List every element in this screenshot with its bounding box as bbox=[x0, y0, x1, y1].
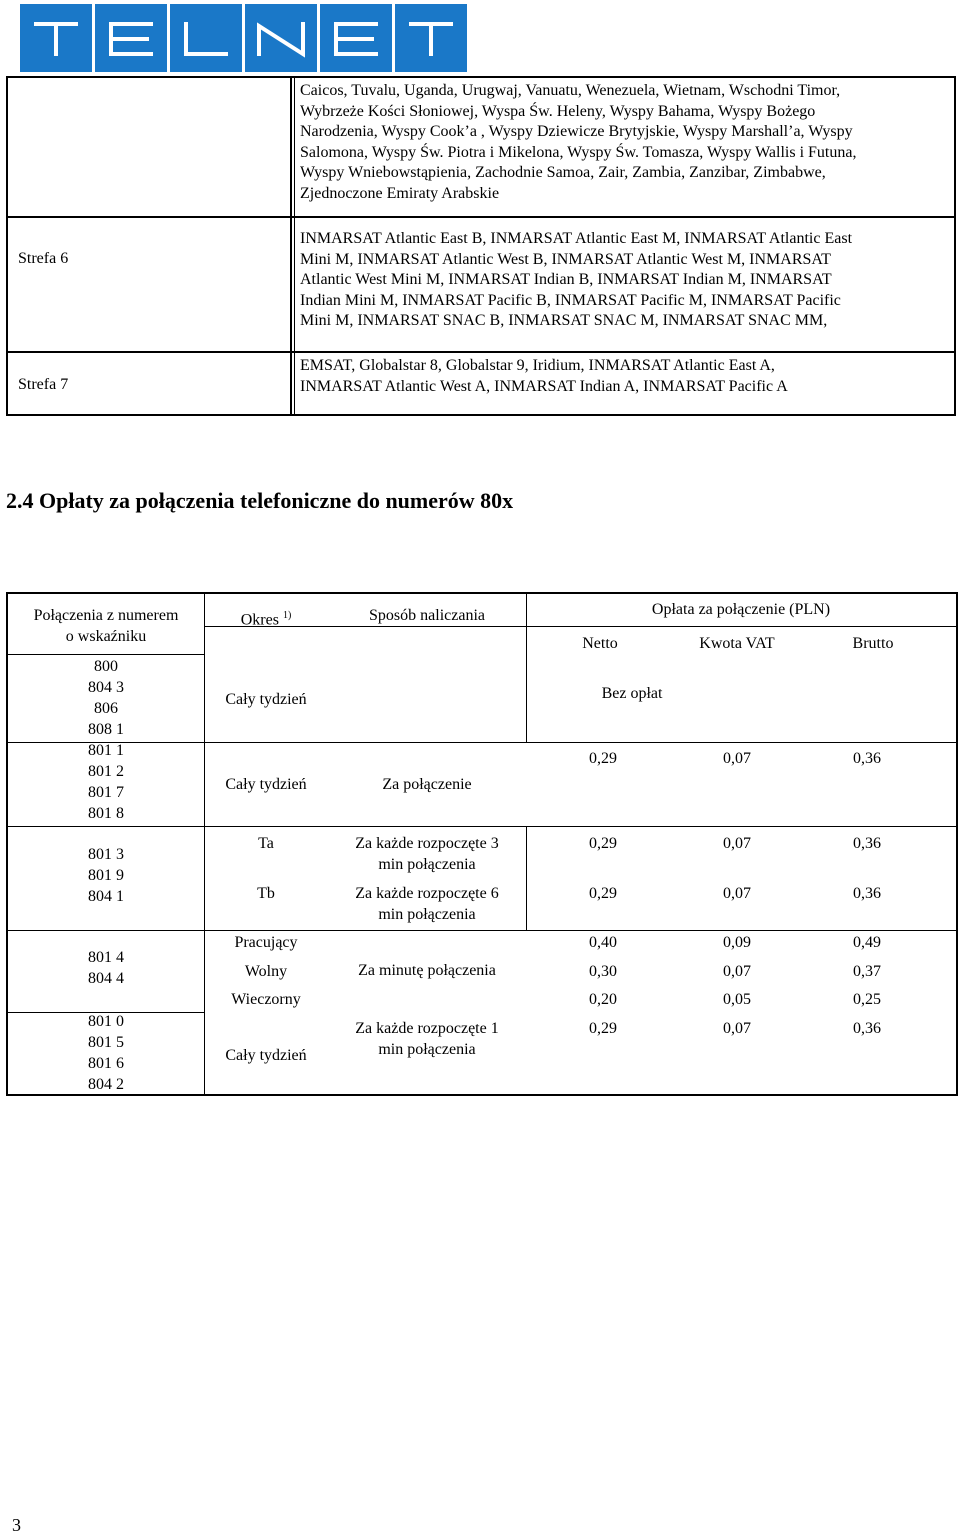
header-vat: Kwota VAT bbox=[699, 635, 775, 652]
group4-row2-brutto: 0,37 bbox=[853, 963, 881, 980]
group3-row2-netto: 0,29 bbox=[589, 885, 617, 902]
group4-row3-vat: 0,05 bbox=[723, 991, 751, 1008]
group5-okres: Cały tydzień bbox=[225, 1047, 307, 1064]
group3-row2-okres: Tb bbox=[257, 885, 275, 902]
group4-row3-netto: 0,20 bbox=[589, 991, 617, 1008]
group4-row1-brutto: 0,49 bbox=[853, 934, 881, 951]
group4-row3-okres: Wieczorny bbox=[231, 991, 301, 1008]
group1-okres: Cały tydzień bbox=[225, 691, 307, 708]
group4-row2-okres: Wolny bbox=[244, 963, 288, 980]
zone5-countries-continued: Caicos, Tuvalu, Uganda, Urugwaj, Vanuatu, Wenezuela, Wietnam, Wschodni Timor, Wybrzeże Kości Słoniowej, Wyspa Św. Heleny, Wyspy Bahama, Wyspy Bożego Narodzenia, Wyspy Cook’a , Wyspy Dziewicze Brytyjskie, Wyspy Marshall’a, Wyspy Salomona, Wyspy Św. Piotra i Mikelona, Wyspy Św. Tomasza, Wyspy Wallis i Futuna, Wyspy Wniebowstąpienia, Zachodnie Samoa, Zair, Zambia, Zanzibar, Zimbabwe, Zjednoczone Emiraty Arabskie bbox=[300, 82, 857, 202]
group4-row1-okres: Pracujący bbox=[234, 934, 298, 951]
zone7-label: Strefa 7 bbox=[18, 376, 69, 393]
logo-letter-t bbox=[20, 4, 92, 72]
group1-oplata: Bez opłat bbox=[601, 685, 663, 702]
group5-vat: 0,07 bbox=[723, 1020, 751, 1037]
logo-letter-l bbox=[170, 4, 242, 72]
header-numbers: Połączenia z numerem o wskaźniku bbox=[33, 607, 179, 645]
group4-row1-vat: 0,09 bbox=[723, 934, 751, 951]
group4-row3-brutto: 0,25 bbox=[853, 991, 881, 1008]
group2-brutto: 0,36 bbox=[853, 750, 881, 767]
header-netto: Netto bbox=[582, 635, 618, 652]
group5-netto: 0,29 bbox=[589, 1020, 617, 1037]
group2-numbers: 801 1 801 2 801 7 801 8 bbox=[88, 742, 124, 822]
logo-letter-e bbox=[95, 4, 167, 72]
group3-row1-okres: Ta bbox=[258, 835, 274, 852]
group3-row1-vat: 0,07 bbox=[723, 835, 751, 852]
group4-numbers: 801 4 804 4 bbox=[88, 949, 124, 987]
group1-numbers: 800 804 3 806 808 1 bbox=[88, 658, 124, 738]
telnet-logo bbox=[20, 4, 467, 72]
group3-row2-sposob: Za każde rozpoczęte 6 min połączenia bbox=[355, 885, 499, 923]
price-table bbox=[6, 592, 958, 1096]
group5-brutto: 0,36 bbox=[853, 1020, 881, 1037]
logo-letter-t2 bbox=[395, 4, 467, 72]
header-okres: Okres $^{1)}$ bbox=[240, 610, 292, 629]
group3-numbers: 801 3 801 9 804 1 bbox=[88, 846, 124, 905]
group3-row1-netto: 0,29 bbox=[589, 835, 617, 852]
group2-okres: Cały tydzień bbox=[225, 776, 307, 793]
zones-table bbox=[6, 76, 956, 416]
group4-row2-vat: 0,07 bbox=[723, 963, 751, 980]
header-oplata: Opłata za połączenie (PLN) bbox=[651, 601, 831, 618]
group3-row1-brutto: 0,36 bbox=[853, 835, 881, 852]
logo-letter-n bbox=[245, 4, 317, 72]
group3-row2-brutto: 0,36 bbox=[853, 885, 881, 902]
group3-row1-sposob: Za każde rozpoczęte 3 min połączenia bbox=[355, 835, 499, 873]
group5-sposob: Za każde rozpoczęte 1 min połączenia bbox=[355, 1020, 499, 1058]
page-number: 3 bbox=[12, 1515, 21, 1535]
group3-row2-vat: 0,07 bbox=[723, 885, 751, 902]
header-brutto: Brutto bbox=[852, 635, 894, 652]
group4-sposob: Za minutę połączenia bbox=[358, 962, 496, 979]
group2-netto: 0,29 bbox=[589, 750, 617, 767]
zone7-list: EMSAT, Globalstar 8, Globalstar 9, Iridium, INMARSAT Atlantic East A, INMARSAT Atlantic West A, INMARSAT Indian A, INMARSAT Pacific A bbox=[300, 357, 788, 395]
group5-numbers: 801 0 801 5 801 6 804 2 bbox=[88, 1013, 124, 1093]
section-title: 2.4 Opłaty za połączenia telefoniczne do numerów 80x bbox=[6, 488, 514, 513]
header-sposob: Sposób naliczania bbox=[369, 607, 485, 624]
group2-sposob: Za połączenie bbox=[382, 776, 472, 793]
group4-row2-netto: 0,30 bbox=[589, 963, 617, 980]
zone6-list: INMARSAT Atlantic East B, INMARSAT Atlantic East M, INMARSAT Atlantic East Mini M, INMARSAT Atlantic West B, INMARSAT Atlantic West M, INMARSAT Atlantic West Mini M, INMARSAT Indian B, INMARSAT Indian M, INMARSAT Indian Mini M, INMARSAT Pacific B, INMARSAT Pacific M, INMARSAT Pacific Mini M, INMARSAT SNAC B, INMARSAT SNAC M, INMARSAT SNAC MM, bbox=[300, 230, 853, 329]
zone6-label: Strefa 6 bbox=[18, 250, 69, 267]
group4-row1-netto: 0,40 bbox=[589, 934, 617, 951]
group2-vat: 0,07 bbox=[723, 750, 751, 767]
logo-letter-e2 bbox=[320, 4, 392, 72]
